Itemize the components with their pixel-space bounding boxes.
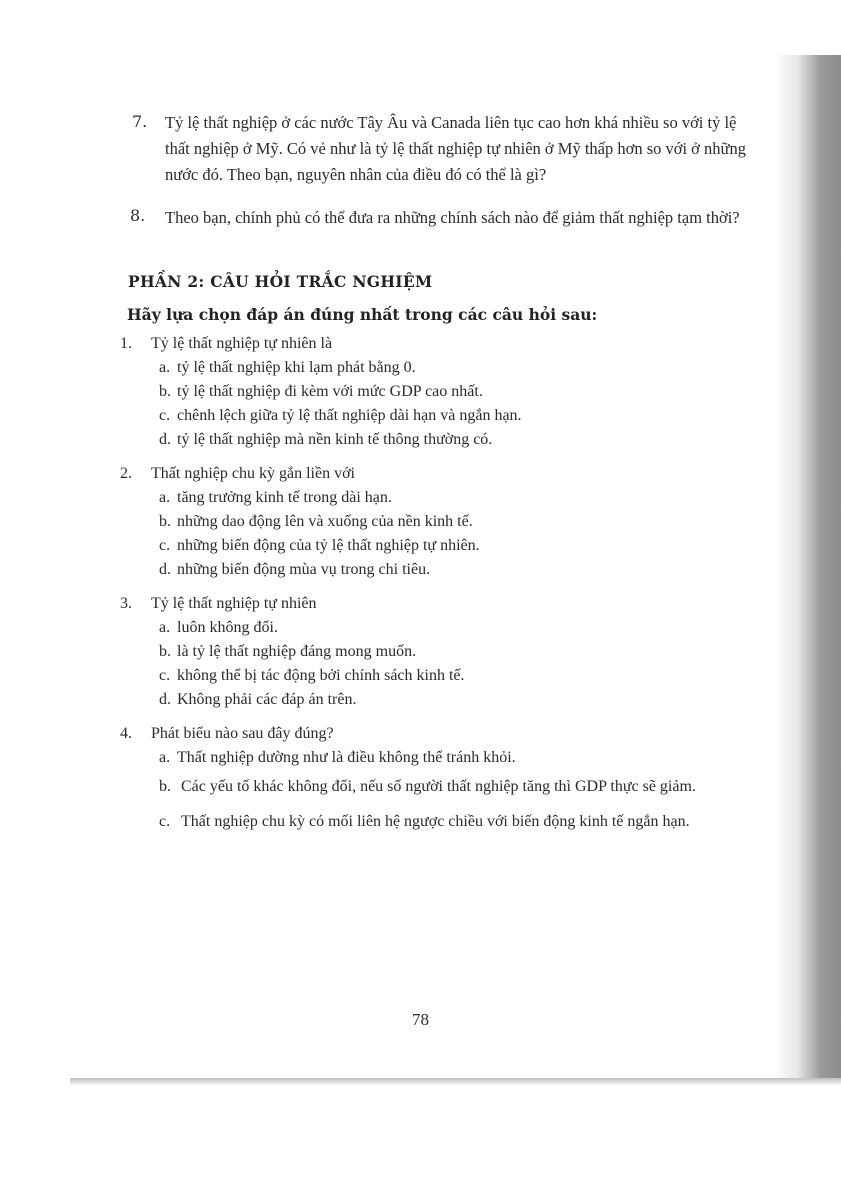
section-title: PHẦN 2: CÂU HỎI TRẮC NGHIỆM [128,272,433,291]
question-stem: Tỷ lệ thất nghiệp tự nhiên là [151,335,333,352]
answer-option[interactable] [159,774,765,800]
option-letter: c. [159,407,171,424]
mc-question-list [115,332,765,836]
answer-option[interactable] [159,746,765,770]
question-number: 8. [130,206,146,225]
question-number: 1. [120,335,132,352]
answer-option[interactable] [159,428,765,452]
mc-question-4 [115,722,765,836]
option-text: Thất nghiệp dường như là điều không thể tránh khỏi. [177,749,516,766]
option-text: Thất nghiệp chu kỳ có mối liên hệ ngược chiều với biến động kinh tế ngắn hạn. [181,813,690,830]
option-letter: a. [159,749,171,766]
option-letter: a. [159,489,171,506]
option-text: những biến động của tỷ lệ thất nghiệp tự nhiên. [177,537,480,554]
paper-edge-shadow [773,55,841,1085]
option-letter: c. [159,537,171,554]
option-text: những biến động mùa vụ trong chi tiêu. [177,561,431,578]
answer-option[interactable] [159,534,765,558]
mc-question-3 [115,592,765,712]
option-letter: b. [159,383,171,400]
option-text: tỷ lệ thất nghiệp đi kèm với mức GDP cao nhất. [177,383,483,400]
open-question-7 [115,110,755,188]
option-text: những dao động lên và xuống của nền kinh tế. [177,513,473,530]
answer-option[interactable] [159,664,765,688]
question-text: Tỷ lệ thất nghiệp ở các nước Tây Âu và Canada liên tục cao hơn khá nhiều so với tỷ lệ thất nghiệp ở Mỹ. Có vẻ như là tỷ lệ thất nghiệp tự nhiên ở Mỹ thấp hơn so với ở những nước đó. Theo bạn, nguyên nhân của điều đó có thể là gì? [165,113,746,184]
option-text: tỷ lệ thất nghiệp khi lạm phát bằng 0. [177,359,416,376]
question-stem: Phát biểu nào sau đây đúng? [151,725,334,742]
answer-option[interactable] [159,486,765,510]
answer-option[interactable] [159,640,765,664]
option-text: chênh lệch giữa tỷ lệ thất nghiệp dài hạn và ngắn hạn. [177,407,522,424]
option-letter: d. [159,691,171,708]
question-number: 4. [120,725,132,742]
option-text: Không phải các đáp án trên. [177,691,357,708]
question-stem: Tỷ lệ thất nghiệp tự nhiên [151,595,317,612]
option-letter: a. [159,619,171,636]
option-letter: b. [159,513,171,530]
option-letter: b. [159,778,171,795]
answer-option[interactable] [159,404,765,428]
answer-option[interactable] [159,356,765,380]
option-text: không thể bị tác động bởi chính sách kinh tế. [177,667,465,684]
answer-option[interactable] [159,380,765,404]
paper-bottom-shadow [70,1078,841,1086]
option-text: tăng trưởng kinh tế trong dài hạn. [177,489,392,506]
option-text: luôn không đổi. [177,619,278,636]
option-letter: d. [159,561,171,578]
answer-option[interactable] [159,510,765,534]
question-number: 2. [120,465,132,482]
question-stem: Thất nghiệp chu kỳ gắn liền với [151,465,355,482]
option-letter: c. [159,813,171,830]
option-letter: c. [159,667,171,684]
mc-question-1 [115,332,765,452]
answer-option[interactable] [159,558,765,582]
option-text: Các yếu tố khác không đổi, nếu số người thất nghiệp tăng thì GDP thực sẽ giảm. [181,778,696,795]
question-number: 3. [120,595,132,612]
answer-option[interactable] [159,616,765,640]
instruction-text: Hãy lựa chọn đáp án đúng nhất trong các câu hỏi sau: [127,305,598,324]
open-question-8 [115,204,755,232]
option-text: là tỷ lệ thất nghiệp đáng mong muốn. [177,643,417,660]
answer-option[interactable] [159,808,765,836]
option-letter: a. [159,359,171,376]
question-text: Theo bạn, chính phủ có thể đưa ra những chính sách nào để giảm thất nghiệp tạm thời? [165,208,740,227]
page-number: 78 [412,1010,429,1029]
answer-option[interactable] [159,688,765,712]
mc-question-2 [115,462,765,582]
page-content [115,110,765,836]
option-letter: b. [159,643,171,660]
option-letter: d. [159,431,171,448]
option-text: tỷ lệ thất nghiệp mà nền kinh tế thông thường có. [177,431,493,448]
question-number: 7. [132,112,148,131]
